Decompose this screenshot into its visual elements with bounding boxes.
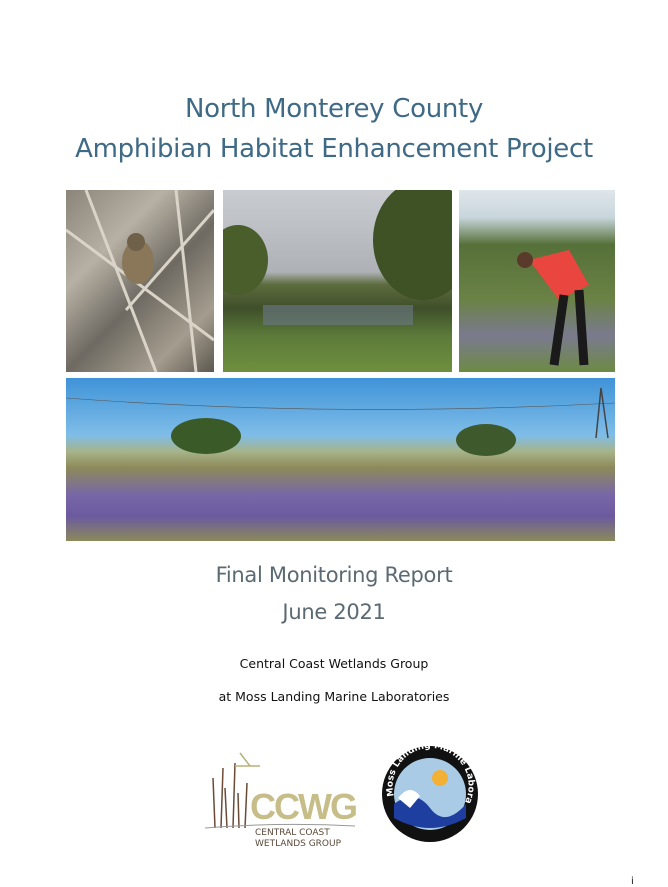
ccwg-name-line-2: WETLANDS GROUP <box>255 839 342 849</box>
org-line-1: Central Coast Wetlands Group <box>239 656 429 671</box>
mlml-name: Moss Landing Marine Labora <box>385 740 476 805</box>
field-surveyor-photo <box>459 190 615 372</box>
wetland-pond-photo <box>223 190 452 372</box>
title-line-2: Amphibian Habitat Enhancement Project <box>75 134 593 164</box>
report-type: Final Monitoring Report <box>215 563 453 587</box>
title-line-1: North Monterey County <box>184 94 484 124</box>
ccwg-name-line-1: CENTRAL COAST <box>255 828 330 838</box>
ccwg-wordmark: CCWG <box>250 786 356 827</box>
lupine-grassland-photo <box>66 378 615 541</box>
ccwg-logo <box>205 738 355 853</box>
bird-on-branch-photo <box>66 190 214 372</box>
page-number: i <box>631 876 634 887</box>
report-date: June 2021 <box>282 600 386 624</box>
org-line-2: at Moss Landing Marine Laboratories <box>218 689 450 704</box>
mlml-logo <box>380 738 480 846</box>
